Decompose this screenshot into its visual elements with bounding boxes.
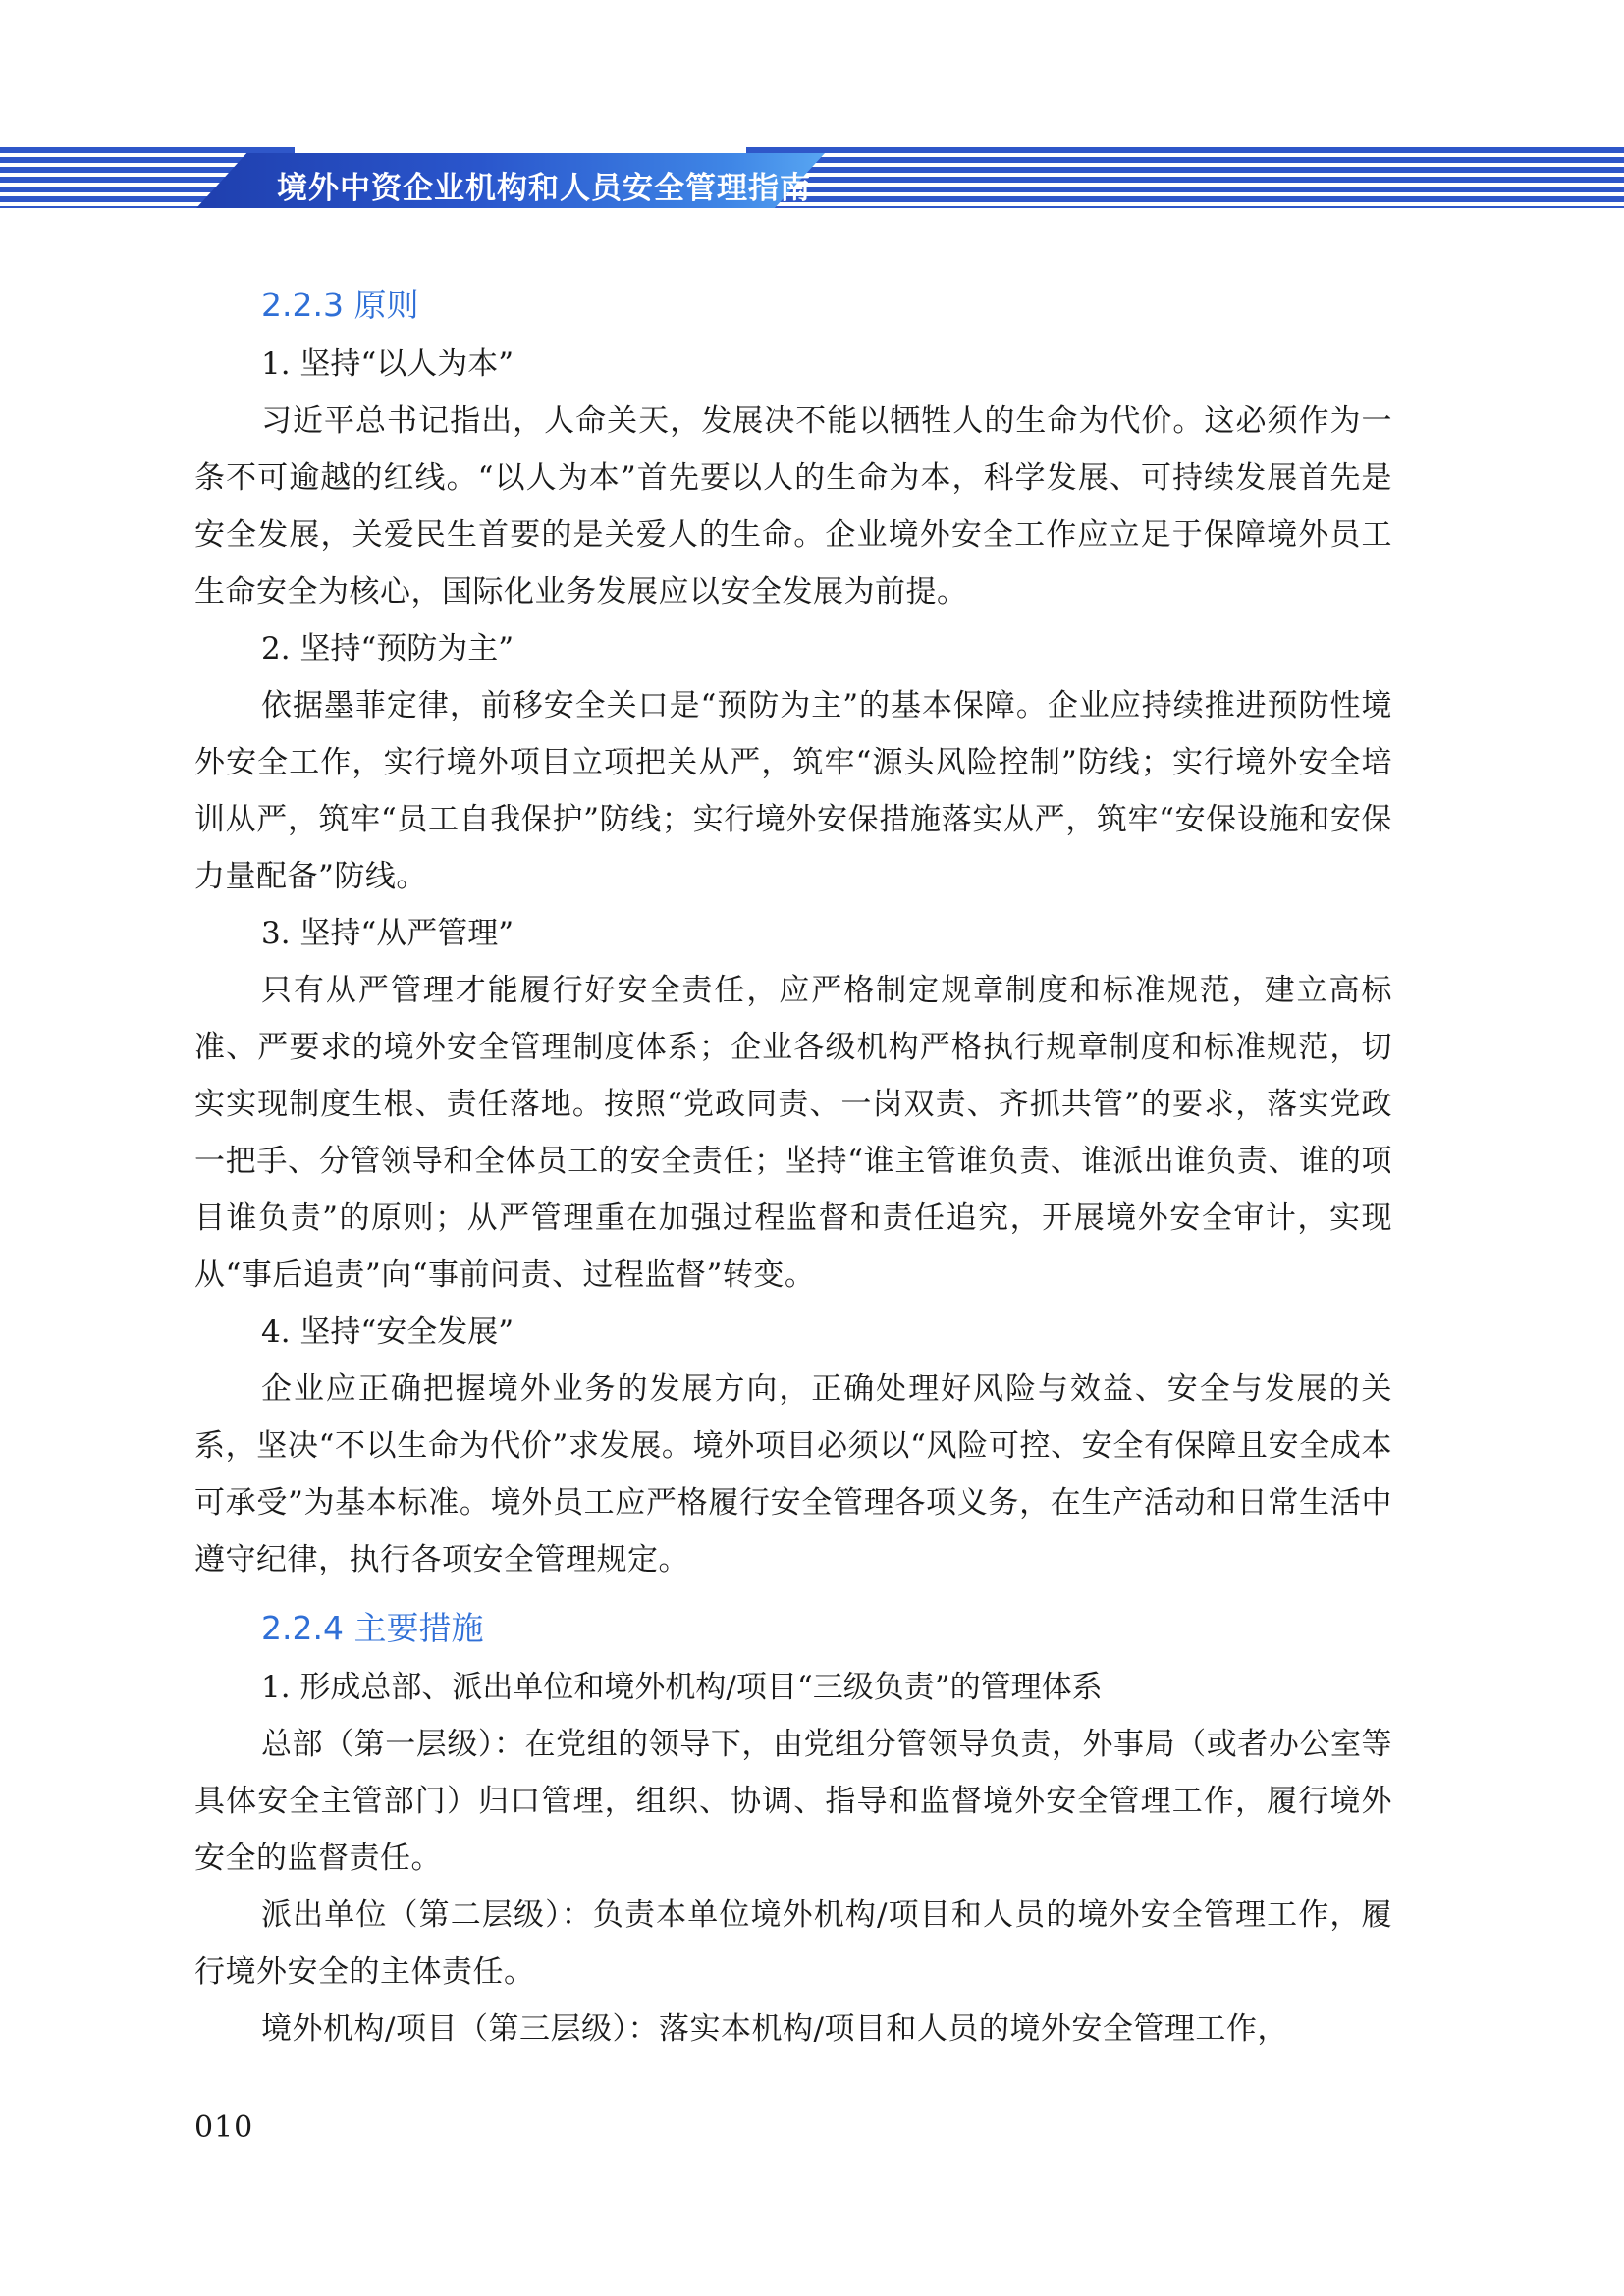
page-body xyxy=(194,275,1392,2057)
book-title: 境外中资企业机构和人员安全管理指南 xyxy=(277,171,811,206)
measure-paragraph: 境外机构/项目（第三层级）：落实本机构/项目和人员的境外安全管理工作， xyxy=(261,2011,1288,2047)
principle-body: 企业应正确把握境外业务的发展方向，正确处理好风险与效益、安全与发展的关系，坚决“不以生命为代价”求发展。境外项目必须以“风险可控、安全有保障且安全成本可承受”为基本标准。境外员工应严格履行安全管理各项义务，在生产活动和日常生活中遵守纪律，执行各项安全管理规定。 xyxy=(194,1371,1392,1577)
measure-paragraph: 派出单位（第二层级）：负责本单位境外机构/项目和人员的境外安全管理工作，履行境外安全的主体责任。 xyxy=(194,1897,1392,1990)
principle-body: 只有从严管理才能履行好安全责任，应严格制定规章制度和标准规范，建立高标准、严要求的境外安全管理制度体系；企业各级机构严格执行规章制度和标准规范，切实实现制度生根、责任落地。按照“党政同责、一岗双责、齐抓共管”的要求，落实党政一把手、分管领导和全体员工的安全责任；坚持“谁主管谁负责、谁派出谁负责、谁的项目谁负责”的原则；从严管理重在加强过程监督和责任追究，开展境外安全审计，实现从“事后追责”向“事前问责、过程监督”转变。 xyxy=(194,973,1392,1293)
principle-title: 2. 坚持“预防为主” xyxy=(261,631,514,667)
header-stripes-right xyxy=(746,147,1624,208)
principle-title: 4. 坚持“安全发展” xyxy=(261,1314,514,1350)
measure-paragraph: 总部（第一层级）：在党组的领导下，由党组分管领导负责，外事局（或者办公室等具体安全主管部门）归口管理，组织、协调、指导和监督境外安全管理工作，履行境外安全的监督责任。 xyxy=(194,1727,1392,1876)
page-number: 010 xyxy=(194,2110,254,2145)
principle-1 xyxy=(194,336,1392,620)
measure-title: 1. 形成总部、派出单位和境外机构/项目“三级负责”的管理体系 xyxy=(261,1670,1103,1705)
principle-title: 1. 坚持“以人为本” xyxy=(261,347,514,382)
principle-title: 3. 坚持“从严管理” xyxy=(261,916,514,951)
section-heading-2-2-4: 2.2.4 主要措施 xyxy=(261,1609,484,1647)
principle-4 xyxy=(194,1304,1392,1588)
principle-body: 习近平总书记指出，人命关天，发展决不能以牺牲人的生命为代价。这必须作为一条不可逾越的红线。“以人为本”首先要以人的生命为本，科学发展、可持续发展首先是安全发展，关爱民生首要的是关爱人的生命。企业境外安全工作应立足于保障境外员工生命安全为核心，国际化业务发展应以安全发展为前提。 xyxy=(194,403,1392,610)
principle-3 xyxy=(194,905,1392,1304)
principle-2 xyxy=(194,620,1392,905)
section-heading-2-2-3: 2.2.3 原则 xyxy=(261,286,419,324)
principle-body: 依据墨菲定律，前移安全关口是“预防为主”的基本保障。企业应持续推进预防性境外安全工作，实行境外项目立项把关从严，筑牢“源头风险控制”防线；实行境外安全培训从严，筑牢“员工自我保护”防线；实行境外安保措施落实从严，筑牢“安保设施和安保力量配备”防线。 xyxy=(194,688,1392,894)
running-header xyxy=(0,147,1624,208)
